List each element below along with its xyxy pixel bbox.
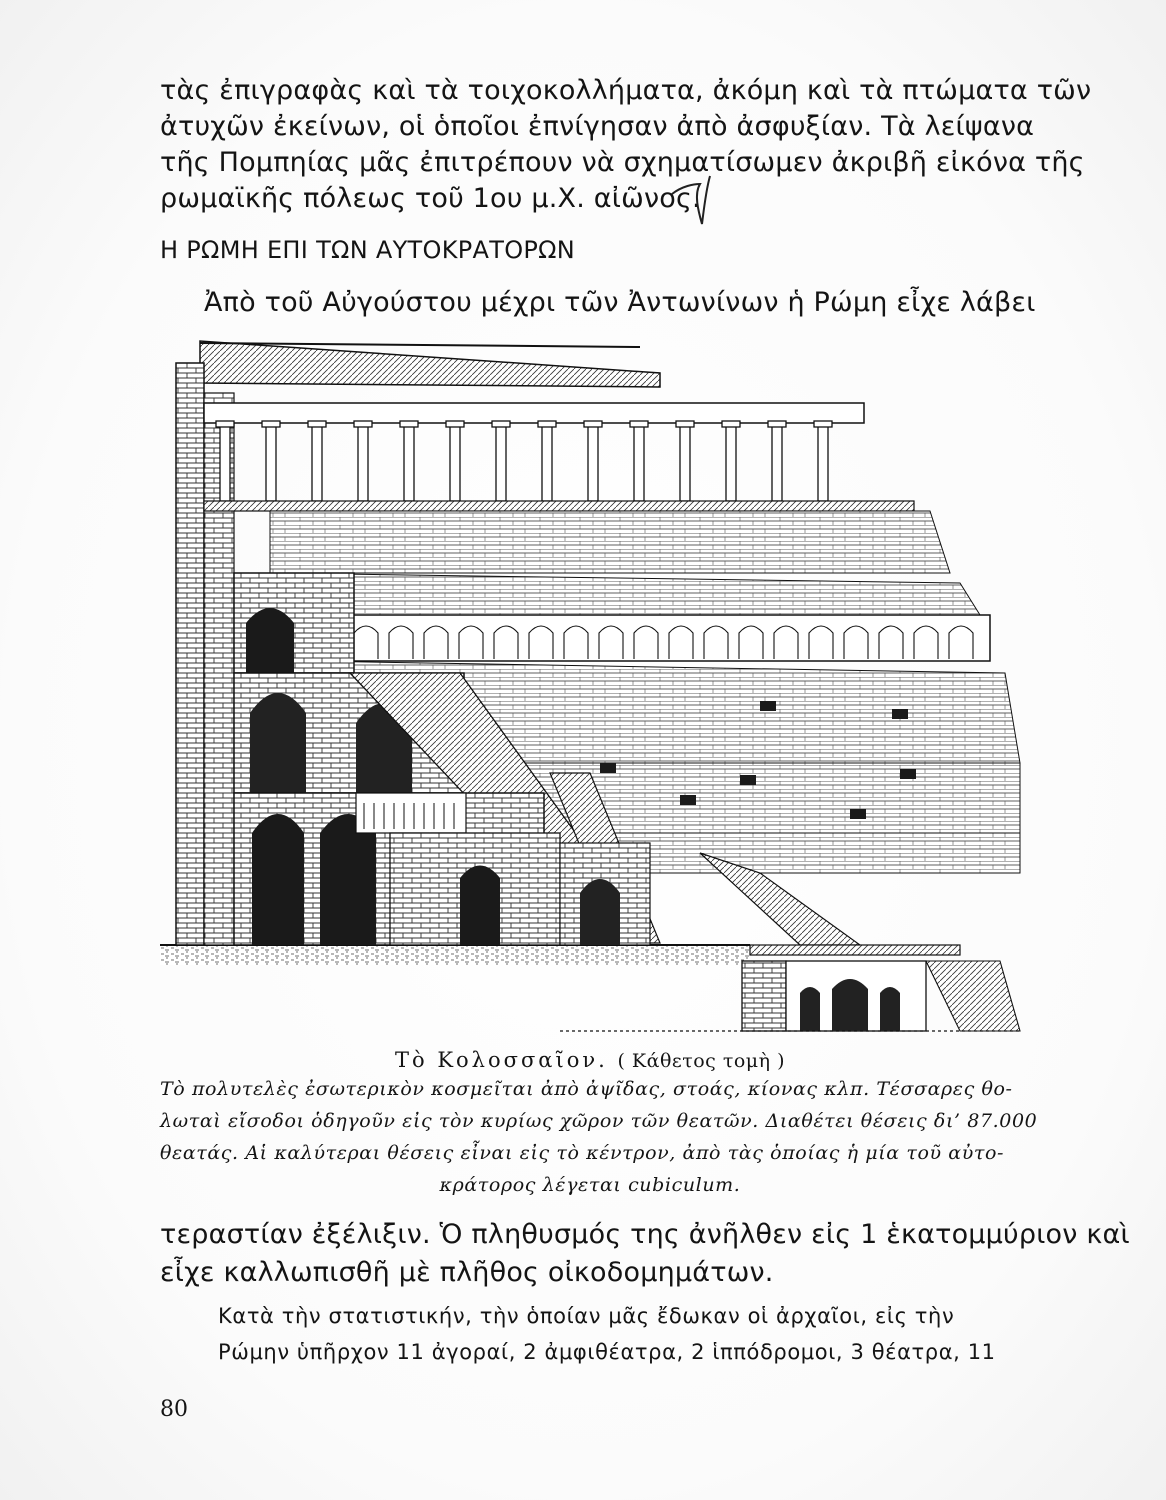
handwritten-check-mark	[668, 170, 718, 230]
paragraph-line-4: ρωμαϊκῆς πόλεως τοῦ 1ου μ.Χ. αἰῶνος.	[160, 183, 701, 214]
figure-subtitle: ( Κάθετος τομὴ )	[617, 1050, 785, 1072]
figure-title: Τὸ Κολοσσαῖον.	[395, 1048, 608, 1072]
page-number: 80	[160, 1397, 188, 1422]
section-heading: Η ΡΩΜΗ ΕΠΙ ΤΩΝ ΑΥΤΟΚΡΑΤΟΡΩΝ	[160, 236, 576, 264]
paragraph-line-1: τὰς ἐπιγραφὰς καὶ τὰ τοιχοκολλήματα, ἀκόμη καὶ τὰ πτώματα τῶν	[160, 75, 1092, 106]
figure-caption-line-4: κράτορος λέγεται cubiculum.	[439, 1174, 741, 1196]
paragraph-line-3: τῆς Πομπηίας μᾶς ἐπιτρέπουν νὰ σχηματίσωμεν ἀκριβῆ εἰκόνα τῆς	[160, 147, 1085, 178]
paragraph-line-6: τεραστίαν ἐξέλιξιν. Ὁ πληθυσμός της ἀνῆλθεν εἰς 1 ἑκατομμύριον καὶ	[160, 1219, 1130, 1250]
paragraph-line-2: ἀτυχῶν ἐκείνων, οἱ ὁποῖοι ἐπνίγησαν ἀπὸ ἀσφυξίαν. Τὰ λείψανα	[160, 111, 1035, 142]
paragraph-line-5: Ἀπὸ τοῦ Αὐγούστου μέχρι τῶν Ἀντωνίνων ἡ Ρώμη εἶχε λάβει	[204, 287, 1036, 318]
paragraph-line-9: Ρώμην ὑπῆρχον 11 ἀγοραί, 2 ἀμφιθέατρα, 2 ἱππόδρομοι, 3 θέατρα, 11	[218, 1340, 996, 1364]
figure-caption-line-2: λωταὶ εἴσοδοι ὁδηγοῦν εἰς τὸν κυρίως χῶρον τῶν θεατῶν. Διαθέτει θέσεις δι’ 87.000	[160, 1110, 1038, 1132]
figure-caption-line-3: θεατάς. Αἱ καλύτεραι θέσεις εἶναι εἰς τὸ κέντρον, ἀπὸ τὰς ὁποίας ἡ μία τοῦ αὐτο-	[160, 1142, 1005, 1164]
colosseum-cross-section-illustration	[160, 333, 1030, 1038]
paragraph-line-8: Κατὰ τὴν στατιστικήν, τὴν ὁποίαν μᾶς ἔδωκαν οἱ ἀρχαῖοι, εἰς τὴν	[218, 1304, 955, 1328]
figure-caption-title	[160, 1048, 1020, 1072]
upper-colonnade-columns	[216, 421, 832, 501]
paragraph-line-7: εἶχε καλλωπισθῆ μὲ πλῆθος οἰκοδομημάτων.	[160, 1257, 774, 1288]
figure-caption-line-1: Τὸ πολυτελὲς ἐσωτερικὸν κοσμεῖται ἀπὸ ἀψῖδας, στοάς, κίονας κλπ. Τέσσαρες θο-	[160, 1078, 1013, 1100]
